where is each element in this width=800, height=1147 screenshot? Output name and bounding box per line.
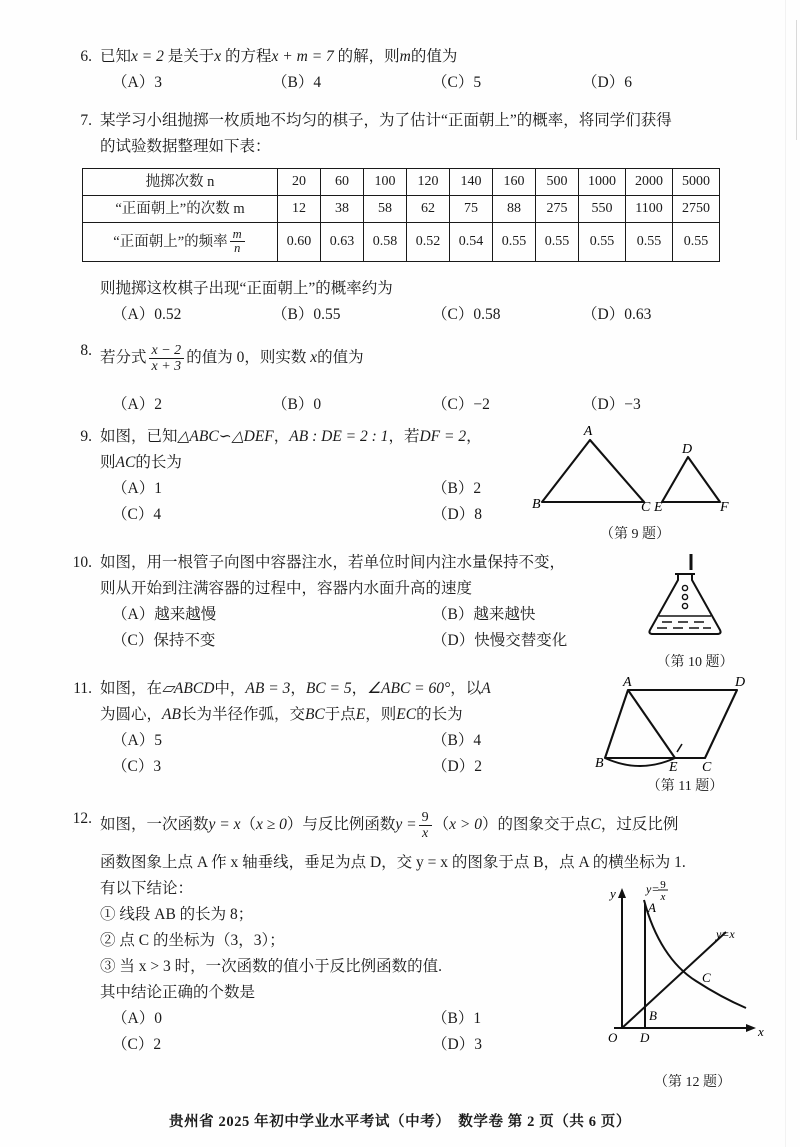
cell-tosses-0: 20 <box>278 169 321 196</box>
label-E: E <box>654 500 663 515</box>
q12-c: ）与反比例函数 <box>286 816 396 833</box>
cell-tosses-3: 120 <box>407 169 450 196</box>
cell-heads-9: 2750 <box>673 196 720 223</box>
question-7-tail <box>58 276 758 328</box>
function-graph-diagram <box>600 880 785 1070</box>
q6-math-2: x <box>214 48 222 65</box>
q6-math-4: m <box>399 48 411 65</box>
label-C: C <box>702 970 711 985</box>
cell-heads-8: 1100 <box>626 196 673 223</box>
label-B: B <box>595 756 604 771</box>
label-D: D <box>640 1030 650 1045</box>
label-D: D <box>735 675 746 690</box>
cell-freq-1: 0.63 <box>321 223 364 262</box>
probability-table <box>82 168 720 262</box>
question-12 <box>58 806 686 1058</box>
q9-e: 则 <box>100 454 116 471</box>
q6-stem-c: 的方程 <box>225 48 272 65</box>
q6-option-d[interactable]: （D）6 <box>582 74 632 91</box>
similar-triangles-diagram <box>510 424 760 516</box>
q6-stem-a: 已知 <box>100 48 132 65</box>
q11-option-c[interactable]: （C）3 <box>112 758 162 775</box>
conical-flask-diagram <box>620 552 770 644</box>
q6-option-b[interactable]: （B）4 <box>272 74 322 91</box>
q8-option-b[interactable]: （B）0 <box>272 396 322 413</box>
droplet-3 <box>682 603 687 608</box>
cell-tosses-9: 5000 <box>673 169 720 196</box>
label-C: C <box>702 760 712 772</box>
question-10-stem-line2: 则从开始到注满容器的过程中，容器内水面升高的速度 <box>100 580 473 597</box>
q11-d: ， <box>351 680 368 697</box>
cell-freq-3: 0.52 <box>407 223 450 262</box>
question-12-conclusion-2: ② 点 C 的坐标为（3，3）； <box>100 932 285 949</box>
cell-heads-7: 550 <box>579 196 626 223</box>
q11-h: 于点 <box>324 706 356 723</box>
cell-heads-2: 58 <box>364 196 407 223</box>
label-B: B <box>532 497 541 512</box>
table-row-heads <box>83 196 720 223</box>
q9-c: ，若 <box>388 428 420 445</box>
label-F: F <box>720 500 729 515</box>
triangle-abc-shape <box>542 440 644 502</box>
question-12-options-row2 <box>100 1032 618 1058</box>
q9-option-c[interactable]: （C）4 <box>112 506 162 523</box>
q11-f: 为圆心， <box>100 706 163 723</box>
q6-math-3: x + m = 7 <box>271 48 334 65</box>
q6-math-1: x = 2 <box>131 48 164 65</box>
question-11-figure <box>595 672 775 795</box>
question-11-stem-line1 <box>100 676 618 702</box>
question-7-number: 7. <box>80 112 92 129</box>
q12-option-c[interactable]: （C）2 <box>112 1036 162 1053</box>
q11-j: 的长为 <box>416 706 463 723</box>
cell-heads-6: 275 <box>536 196 579 223</box>
cell-tosses-4: 140 <box>450 169 493 196</box>
label-E: E <box>669 760 678 772</box>
scan-edge-artifact <box>796 20 797 140</box>
question-6-stem <box>100 44 758 70</box>
q7-option-c[interactable]: （C）0.58 <box>432 306 501 323</box>
cell-tosses-5: 160 <box>493 169 536 196</box>
q9-d: ， <box>466 428 482 445</box>
question-12-stem-line4: 其中结论正确的个数是 <box>100 984 256 1001</box>
label-line-yx: y=x <box>716 927 735 941</box>
cell-heads-1: 38 <box>321 196 364 223</box>
q11-ec: EC <box>396 706 417 723</box>
question-10-options-row1 <box>100 602 658 628</box>
q9-triangle-def: △DEF <box>231 428 274 445</box>
q11-line-bc: BC <box>304 706 325 723</box>
question-9-figure-caption: （第 9 题） <box>600 527 670 542</box>
q12-a: 如图，一次函数 <box>100 816 209 833</box>
label-A: A <box>623 675 632 690</box>
q9-triangle-abc: △ABC <box>177 428 219 445</box>
cell-heads-3: 62 <box>407 196 450 223</box>
question-9-stem-line1 <box>100 424 578 450</box>
question-7-stem-line1: 某学习小组抛掷一枚质地不均匀的棋子，为了估计“正面朝上”的概率，将同学们获得 <box>100 112 672 129</box>
q11-option-a[interactable]: （A）5 <box>112 732 162 749</box>
question-9-options-row1 <box>100 476 578 502</box>
q9-similar-symbol: ∽ <box>218 428 232 445</box>
parallelogram-shape <box>605 690 737 758</box>
q12-cond-2: x > 0 <box>449 816 482 833</box>
label-hyperbola-y: y= <box>646 882 660 896</box>
question-11-options-row1 <box>100 728 618 754</box>
question-9 <box>58 424 578 528</box>
q12-inverse-fraction: $\frac{9}{x}$ <box>419 810 432 841</box>
q11-e: ，以 <box>450 680 482 697</box>
q9-a: 如图，已知 <box>100 428 178 445</box>
question-6-options <box>100 70 758 96</box>
question-9-number: 9. <box>80 428 92 445</box>
cell-heads-0: 12 <box>278 196 321 223</box>
q9-option-d[interactable]: （D）8 <box>432 506 482 523</box>
q10-option-d[interactable]: （D）快慢交替变化 <box>432 632 568 649</box>
x-axis-arrow <box>746 1024 756 1032</box>
question-8 <box>58 338 758 418</box>
q12-d: （ <box>433 816 450 833</box>
q6-stem-b: 是关于 <box>167 48 215 65</box>
q12-e: ）的图象交于点 <box>481 816 591 833</box>
q11-ab: AB = 3 <box>245 680 291 697</box>
scan-edge-artifact-2 <box>785 0 786 1147</box>
question-10 <box>58 550 658 654</box>
q12-b: （ <box>240 816 256 833</box>
q8-option-a[interactable]: （A）2 <box>112 396 162 413</box>
cell-freq-5: 0.55 <box>493 223 536 262</box>
q8-option-c[interactable]: （C）−2 <box>432 396 490 413</box>
q11-angle: ∠ABC = 60° <box>367 680 451 697</box>
q9-ac: AC <box>115 454 136 471</box>
q6-option-c[interactable]: （C）5 <box>432 74 482 91</box>
q12-cond-1: x ≥ 0 <box>256 816 287 833</box>
hyperbola-curve <box>644 900 746 1008</box>
q9-option-a[interactable]: （A）1 <box>112 480 162 497</box>
page-footer: 贵州省 2025 年初中学业水平考试（中考） 数学卷 第 2 页（共 6 页） <box>168 1114 632 1130</box>
q7-option-d[interactable]: （D）0.63 <box>582 306 652 323</box>
question-9-options-row2 <box>100 502 578 528</box>
cell-freq-0: 0.60 <box>278 223 321 262</box>
q8-option-d[interactable]: （D）−3 <box>582 396 641 413</box>
q11-option-d[interactable]: （D）2 <box>432 758 482 775</box>
row-header-frequency: “正面朝上”的频率 $\frac{m}{n}$ <box>83 223 278 262</box>
question-11-figure-caption: （第 11 题） <box>646 779 724 794</box>
question-8-options <box>100 392 758 418</box>
triangle-def-shape <box>662 457 720 502</box>
question-7 <box>58 108 758 160</box>
question-12-number: 12. <box>72 810 92 827</box>
q12-inverse-y: y = <box>395 816 417 833</box>
q12-f: ，过反比例 <box>600 816 679 833</box>
question-12-conclusion-3: ③ 当 x > 3 时，一次函数的值小于反比例函数的值. <box>100 958 442 975</box>
q7-option-a[interactable]: （A）0.52 <box>112 306 182 323</box>
q11-parallelogram: ▱ABCD <box>162 680 215 697</box>
q11-option-b[interactable]: （B）4 <box>432 732 482 749</box>
question-10-number: 10. <box>72 554 92 571</box>
q8-math: x <box>310 349 318 366</box>
question-10-figure <box>620 552 770 671</box>
question-7-stem-line3: 则抛掷这枚棋子出现“正面朝上”的概率约为 <box>100 280 393 297</box>
cell-tosses-1: 60 <box>321 169 364 196</box>
q11-c: ， <box>290 680 306 697</box>
arc-be <box>605 758 675 766</box>
question-7-options <box>100 302 758 328</box>
parallelogram-diagram <box>595 672 775 772</box>
question-6 <box>58 44 758 96</box>
label-y-axis: y <box>610 886 616 901</box>
q8-stem-c: 的值为 <box>317 349 364 366</box>
label-x-axis: x <box>758 1024 764 1039</box>
question-12-figure <box>600 880 785 1091</box>
q12-linear-fn: y = x <box>208 816 241 833</box>
label-A: A <box>583 424 593 439</box>
segment-ae <box>628 690 675 758</box>
cell-freq-7: 0.55 <box>579 223 626 262</box>
q11-pointA: A <box>481 680 491 697</box>
question-11-options-row2 <box>100 754 618 780</box>
label-hyperbola-num: 9 <box>660 880 666 891</box>
y-axis-arrow <box>618 888 626 898</box>
question-12-stem-line3: 有以下结论： <box>100 880 194 897</box>
cell-tosses-8: 2000 <box>626 169 673 196</box>
cell-heads-4: 75 <box>450 196 493 223</box>
q8-stem-a: 若分式 <box>100 349 147 366</box>
label-B: B <box>649 1008 657 1023</box>
q10-option-a[interactable]: （A）越来越慢 <box>112 606 217 623</box>
table-row-tosses <box>83 169 720 196</box>
q11-i: ，则 <box>365 706 397 723</box>
question-10-figure-caption: （第 10 题） <box>656 655 734 670</box>
cell-tosses-6: 500 <box>536 169 579 196</box>
question-9-stem-line2 <box>100 450 578 476</box>
q6-stem-e: 的值为 <box>410 48 458 65</box>
question-12-stem-line2: 函数图象上点 A 作 x 轴垂线，垂足为点 D，交 y = x 的图象于点 B，点 A 的横坐标为 1. <box>100 854 686 871</box>
cell-freq-6: 0.55 <box>536 223 579 262</box>
question-12-options-row1 <box>100 1006 618 1032</box>
label-origin: O <box>608 1030 618 1045</box>
question-8-number: 8. <box>80 342 92 359</box>
q11-a: 如图，在 <box>100 680 163 697</box>
q10-option-b[interactable]: （B）越来越快 <box>432 606 536 623</box>
label-hyperbola-den: x <box>660 891 666 903</box>
question-10-stem-line1: 如图，用一根管子向图中容器注水，若单位时间内注水量保持不变， <box>100 554 566 571</box>
water-hatching <box>657 622 711 628</box>
q9-option-b[interactable]: （B）2 <box>432 480 482 497</box>
q11-bc: BC = 5 <box>305 680 352 697</box>
cell-heads-5: 88 <box>493 196 536 223</box>
label-D: D <box>681 442 693 457</box>
q12-pointC: C <box>590 816 601 833</box>
q12-option-a[interactable]: （A）0 <box>112 1010 162 1027</box>
q8-stem-b: 的值为 0，则实数 <box>186 349 307 366</box>
q8-fraction: $\frac{x - 2}{x + 3}$ <box>149 343 185 374</box>
q11-b: 中， <box>214 680 246 697</box>
label-C: C <box>641 500 651 515</box>
q9-f: 的长为 <box>135 454 182 471</box>
droplet-2 <box>682 594 687 599</box>
cell-tosses-2: 100 <box>364 169 407 196</box>
question-11-number: 11. <box>73 680 92 697</box>
q11-pointE: E <box>355 706 366 723</box>
q12-option-d[interactable]: （D）3 <box>432 1036 482 1053</box>
q9-b: ， <box>273 428 290 445</box>
q9-ratio: AB : DE = 2 : 1 <box>289 428 389 445</box>
probability-table-wrap <box>82 168 720 262</box>
cell-freq-9: 0.55 <box>673 223 720 262</box>
question-9-figure <box>510 424 760 543</box>
question-12-figure-caption: （第 12 题） <box>654 1075 731 1090</box>
q10-option-c[interactable]: （C）保持不变 <box>112 632 216 649</box>
cell-tosses-7: 1000 <box>579 169 626 196</box>
tick-mark-e <box>677 744 682 752</box>
question-8-stem <box>100 338 758 378</box>
question-7-stem-line2: 的试验数据整理如下表： <box>100 138 271 155</box>
droplet-1 <box>682 585 687 590</box>
q11-radius: AB <box>162 706 181 723</box>
q7-option-b[interactable]: （B）0.55 <box>272 306 341 323</box>
q9-df: DF = 2 <box>419 428 467 445</box>
row-header-heads: “正面朝上”的次数 m <box>83 196 278 223</box>
q11-g: 长为半径作弧，交 <box>180 706 305 723</box>
cell-freq-2: 0.58 <box>364 223 407 262</box>
cell-freq-4: 0.54 <box>450 223 493 262</box>
q12-option-b[interactable]: （B）1 <box>432 1010 482 1027</box>
question-11-stem-line2 <box>100 702 618 728</box>
q6-stem-d: 的解，则 <box>337 48 400 65</box>
question-11 <box>58 676 618 780</box>
q6-option-a[interactable]: （A）3 <box>112 74 162 91</box>
question-10-options-row2 <box>100 628 658 654</box>
frequency-fraction: $\frac{m}{n}$ <box>230 228 245 256</box>
cell-freq-8: 0.55 <box>626 223 673 262</box>
question-6-number: 6. <box>80 48 92 65</box>
row-header-tosses: 抛掷次数 n <box>83 169 278 196</box>
question-12-conclusion-1: ① 线段 AB 的长为 8； <box>100 906 254 923</box>
label-A: A <box>648 900 656 915</box>
question-12-stem-line1 <box>100 806 679 844</box>
table-row-frequency <box>83 223 720 262</box>
